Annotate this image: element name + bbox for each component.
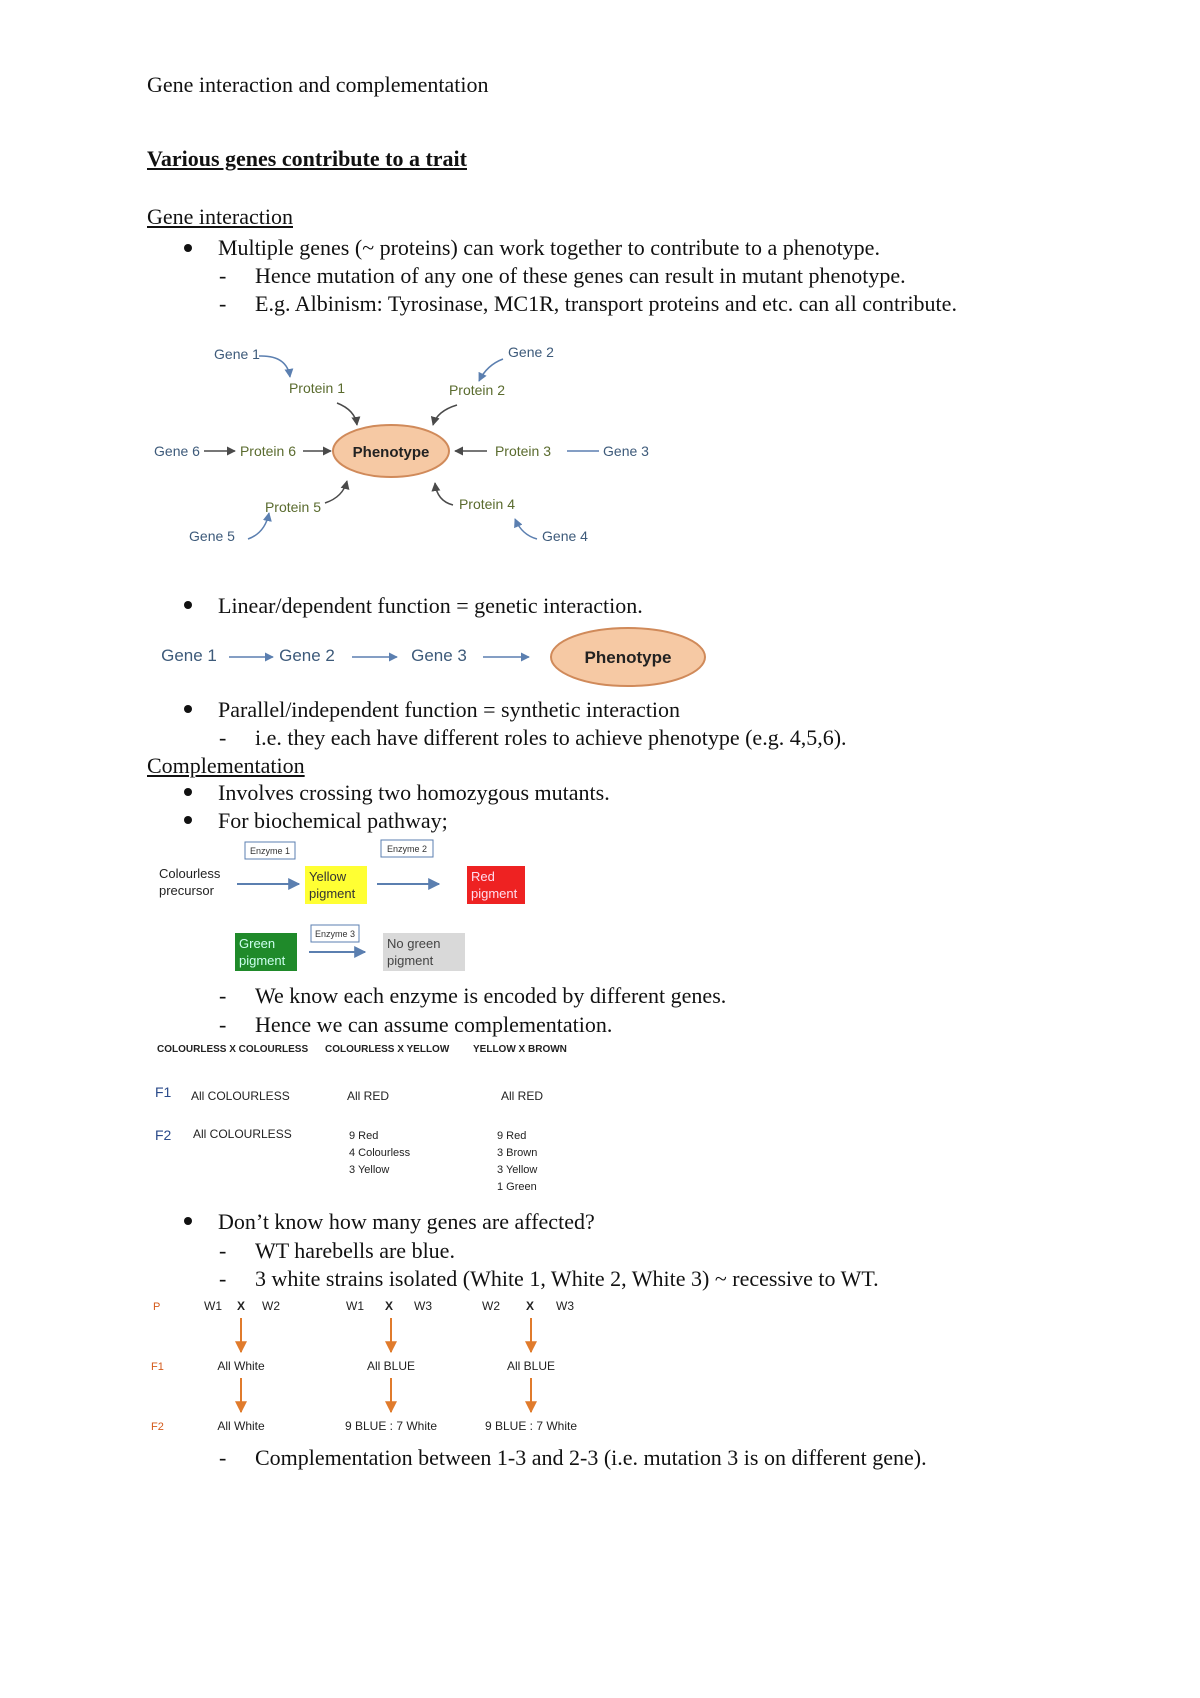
protein-5-arrow [325, 481, 347, 503]
cross-2-x: X [384, 1299, 394, 1313]
dash-marker: - [219, 1238, 227, 1263]
protein-3-label: Protein 3 [494, 443, 552, 459]
dash-marker: - [219, 725, 227, 750]
bullet-text: Involves crossing two homozygous mutants. [218, 780, 610, 805]
enzyme-1-label: Enzyme 1 [249, 846, 291, 856]
dash-marker: - [219, 1266, 227, 1291]
document-title: Gene interaction and complementation [147, 72, 489, 97]
gene-4-label: Gene 4 [542, 528, 588, 544]
dash-marker: - [219, 291, 227, 316]
cross-1-f1: All White [217, 1359, 265, 1373]
bullet-text: Don’t know how many genes are affected? [218, 1209, 595, 1234]
green-pigment-line-1: Green [239, 936, 276, 951]
f2-cell-2-line-3: 3 Yellow [349, 1164, 390, 1176]
cross-2-f2: 9 BLUE : 7 White [344, 1419, 438, 1433]
bullet-text: For biochemical pathway; [218, 808, 448, 833]
cross-3-f1: All BLUE [506, 1359, 556, 1373]
dash-text: Hence mutation of any one of these genes can result in mutant phenotype. [255, 263, 906, 288]
bullet-text: Linear/dependent function = genetic interaction. [218, 593, 643, 618]
f2-cell-1: All COLOURLESS [193, 1127, 292, 1141]
gene-6-label: Gene 6 [154, 443, 200, 459]
linear-phenotype-label: Phenotype [584, 648, 672, 667]
bullet-marker [184, 244, 192, 252]
no-green-pigment-line-2: pigment [387, 953, 434, 968]
protein-1-label: Protein 1 [288, 380, 346, 396]
linear-gene-2: Gene 2 [279, 646, 335, 665]
gene-4-arrow [515, 519, 537, 539]
f1-cell-2: All RED [347, 1089, 390, 1103]
protein-4-label: Protein 4 [458, 496, 516, 512]
bullet-marker [184, 1217, 192, 1225]
dash-text: E.g. Albinism: Tyrosinase, MC1R, transport proteins and etc. can all contribute. [255, 291, 957, 316]
precursor-line-1: Colourless [159, 866, 221, 881]
cross-2-f1: All BLUE [366, 1359, 416, 1373]
bullet-marker [184, 601, 192, 609]
f2-cell-3-line-3: 3 Yellow [497, 1164, 538, 1176]
gene-1-arrow [259, 356, 290, 377]
linear-gene-1: Gene 1 [161, 646, 217, 665]
linear-gene-3: Gene 3 [411, 646, 467, 665]
gene-5-label: Gene 5 [189, 528, 235, 544]
harebell-cross-diagram [147, 1292, 607, 1442]
table-header-3: YELLOW X BROWN [473, 1044, 567, 1055]
bullet-marker [184, 788, 192, 796]
gene-5-arrow [248, 513, 269, 539]
generation-label-p: P [153, 1301, 161, 1313]
protein-2-label: Protein 2 [448, 382, 506, 398]
dash-text: We know each enzyme is encoded by different genes. [255, 983, 727, 1008]
protein-4-arrow [435, 483, 453, 505]
bullet-marker [184, 816, 192, 824]
protein-1-arrow [337, 403, 357, 425]
linear-pathway-diagram [147, 625, 707, 695]
gene-network-diagram [147, 325, 667, 565]
yellow-pigment-line-2: pigment [309, 886, 356, 901]
enzyme-2-label: Enzyme 2 [386, 844, 428, 854]
cross-3-x: X [525, 1299, 535, 1313]
yellow-pigment-line-1: Yellow [309, 869, 347, 884]
gene-1-label: Gene 1 [214, 346, 260, 362]
cross-1-parent-a: W1 [204, 1299, 222, 1313]
biochemical-pathway-diagram [147, 840, 537, 980]
dash-marker: - [219, 1012, 227, 1037]
f2-cell-3-line-2: 3 Brown [497, 1147, 538, 1159]
table-header-2: COLOURLESS X YELLOW [325, 1044, 450, 1055]
generation-label-f1: F1 [151, 1361, 164, 1373]
dash-text: Hence we can assume complementation. [255, 1012, 613, 1037]
bullet-text: Parallel/independent function = synthetic interaction [218, 697, 681, 722]
generation-label-f2: F2 [151, 1421, 164, 1433]
subheading-gene-interaction: Gene interaction [147, 204, 293, 229]
row-label-f2: F2 [155, 1127, 172, 1143]
cross-2-parent-a: W1 [346, 1299, 364, 1313]
protein-5-label: Protein 5 [264, 499, 322, 515]
dash-text: 3 white strains isolated (White 1, White 2, White 3) ~ recessive to WT. [255, 1266, 879, 1291]
table-header-1: COLOURLESS X COLOURLESS [157, 1044, 309, 1055]
phenotype-label: Phenotype [352, 444, 430, 461]
f2-cell-2-line-2: 4 Colourless [349, 1147, 411, 1159]
subheading-complementation: Complementation [147, 753, 305, 778]
dash-marker: - [219, 263, 227, 288]
f1-cell-1: All COLOURLESS [191, 1089, 290, 1103]
red-pigment-line-1: Red [471, 869, 495, 884]
dash-marker: - [219, 983, 227, 1008]
green-pigment-line-2: pigment [239, 953, 286, 968]
cross-1-x: X [236, 1299, 246, 1313]
cross-3-parent-b: W3 [556, 1299, 574, 1313]
gene-3-label: Gene 3 [603, 443, 649, 459]
protein-2-arrow [433, 405, 457, 425]
cross-1-f2: All White [217, 1419, 265, 1433]
dash-text: Complementation between 1-3 and 2-3 (i.e. mutation 3 is on different gene). [255, 1445, 927, 1470]
no-green-pigment-line-1: No green [387, 936, 441, 951]
dash-marker: - [219, 1445, 227, 1470]
cross-1-parent-b: W2 [262, 1299, 280, 1313]
f1-cell-3: All RED [501, 1089, 544, 1103]
f2-cell-2-line-1: 9 Red [349, 1130, 379, 1142]
gene-2-label: Gene 2 [508, 344, 554, 360]
precursor-line-2: precursor [159, 883, 214, 898]
cross-3-parent-a: W2 [482, 1299, 500, 1313]
row-label-f1: F1 [155, 1084, 172, 1100]
bullet-marker [184, 705, 192, 713]
bullet-text: Multiple genes (~ proteins) can work together to contribute to a phenotype. [218, 235, 880, 260]
cross-results-table [147, 1040, 587, 1200]
cross-3-f2: 9 BLUE : 7 White [484, 1419, 578, 1433]
cross-2-parent-b: W3 [414, 1299, 432, 1313]
enzyme-3-label: Enzyme 3 [314, 929, 356, 939]
f2-cell-3-line-4: 1 Green [497, 1181, 537, 1193]
dash-text: WT harebells are blue. [255, 1238, 455, 1263]
red-pigment-line-2: pigment [471, 886, 518, 901]
gene-2-arrow [479, 359, 503, 381]
dash-text: i.e. they each have different roles to achieve phenotype (e.g. 4,5,6). [255, 725, 847, 750]
f2-cell-3-line-1: 9 Red [497, 1130, 527, 1142]
protein-6-label: Protein 6 [239, 443, 297, 459]
section-heading: Various genes contribute to a trait [147, 146, 467, 171]
